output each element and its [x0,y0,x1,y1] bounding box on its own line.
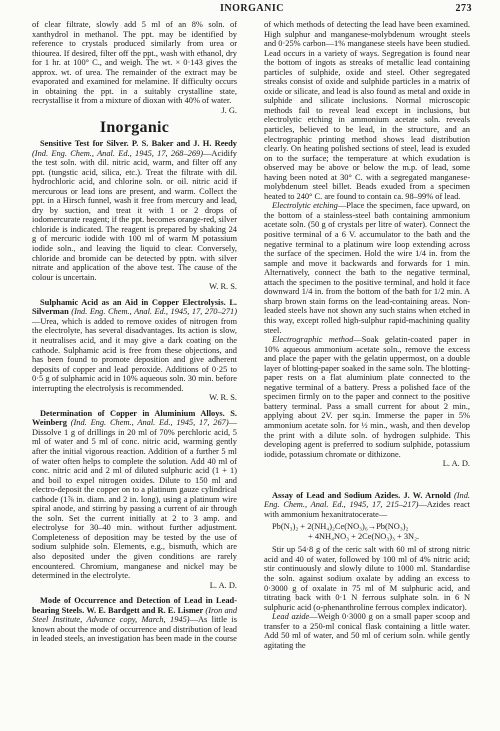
article-lead-steels [32,596,237,644]
section-title: Inorganic [99,119,170,137]
electrolytic-etching-body: —Place the specimen, face upward, on the bottom of a stainless-steel bath containing ammonium acetate soln. (50 g of crystals per litre of water). Connect the positive terminal of a 6 V. accumulator to the bath and the negative terminal to a platinum wire loop extending across the surface of the specimen. Hold the wire 1/4 in. from the sample and move it backwards and forwards for 1 min. Alternatively, connect the bath to the negative terminal, attach the specimen to the positive terminal, and hold it face downward 1/4 in. from the bottom of the bath for 1/2 min. A sharp brown stain forms on the lead-containing areas. Non-leaded steels have not shown any such stains when etched in this way, except rolled high-sulphur rapid-machining quality steel. [264,201,470,335]
page-number: 273 [455,3,472,14]
lead-azide-label: Lead azide [272,612,310,622]
article-azides [264,491,470,520]
article-azides-intro: —Azides react with ammonium hexanitratocerate— [264,500,470,519]
page-header [32,3,472,17]
article-sulphamic-authors: L. Silverman [32,297,237,317]
article-lead-steels-body: —As little is known about the mode of occurrence and distribution of lead in leaded steels, an investigation has been made in the course [32,615,237,644]
electrographic-paragraph [264,335,470,459]
article-copper-title: Determination of Copper in Aluminium Alloys. [40,408,225,418]
article-lead-steels-citation: (Iron and Steel Institute, Advance copy, March, 1945) [32,605,238,625]
intro-signature: J. G. [221,105,237,115]
electrographic-signature: L. A. D. [442,459,470,469]
electrolytic-etching-label: Electrolytic etching [272,201,338,211]
running-title: INORGANIC [220,3,284,14]
article-sulphamic [32,298,237,393]
right-column [264,20,470,650]
article-copper [32,409,237,581]
article-lead-steels-title: Mode of Occurrence and Detection of Lead in Lead-bearing Steels. [32,596,237,615]
article-silver-title: Sensitive Test for Silver. [40,139,129,149]
article-silver-authors: P. S. Baker and J. H. Reedy [131,139,237,149]
article-azides-citation: (Ind. Eng. Chem., Anal. Ed., 1945, 17, 215–217) [264,490,471,510]
article-silver [32,139,237,282]
article-copper-authors: S. Weinberg [32,408,237,428]
lead-azide-paragraph [264,612,470,650]
article-silver-citation: (Ind. Eng. Chem., Anal. Ed., 1945, 17, 268–269) [32,148,204,158]
article-copper-signature: L. A. D. [209,580,237,590]
equation-line-2: + 4NH₄NO₃ + 2Ce(NO₃)₃ + 3N₂. [308,532,420,542]
equation-line-1: Pb(N₃)₂ + 2(NH₄)₂Ce(NO₃)₆→Pb(NO₃)₂ [272,522,409,532]
electrographic-body: —Soak gelatin-coated paper in 10% aqueous ammonium acetate soln., remove the excess and place the paper with the gelatin uppermost, on a double layer of blotting-paper soaked in the same soln. The blotting-paper rests on a flat aluminium plate connected to the negative terminal of a battery. Press a polished face of the specimen firmly on to the paper and connect to the positive battery terminal. Pass a small current for about 2 min., applying about 2V. per sq.in. Immerse the paper in 5% ammonium acetate soln. for ½ min., wash, and then develop the print with a dilute soln. of hydrogen sulphide. This developing agent is preferred to sodium sulphide, potassium iodide, potassium chromate or dithizone. [264,335,470,459]
article-lead-steels-authors: W. E. Bardgett and R. E. Lismer [86,605,204,615]
electrographic-label: Electrographic method [272,335,354,345]
article-copper-body: —Dissolve 1 g of drillings in 20 ml of 70% perchloric acid, 5 ml of water and 5 ml of conc. nitric acid, warming gently after the initial vigorous reaction. Addition of a further 5 ml of water often helps to complete the solution. Add 40 ml of conc. nitric acid and 2 ml of diluted sulphuric acid (1 + 1) and boil to expel nitrogen oxides. Dilute to 150 ml and electro-deposit the copper on to a platinum gauze cylindrical cathode (1⅞ in. diam. and 2 in. long), using a platinum wire spiral anode, and stirring by passing a current of air through the soln. Set the current initially at 2 to 3 amp. and electrolyse for 30–40 min. without further adjustment. Completeness of deposition may be tested by the use of sodium sulphide soln. Elements, e.g., bismuth, which are also deposited under the given conditions are rarely encountered. Chromium, manganese and nickel may be determined in the electrolyte. [32,418,237,581]
article-sulphamic-citation: (Ind. Eng. Chem., Anal. Ed., 1945, 17, 270–271) [71,307,237,317]
article-copper-citation: (Ind. Eng. Chem., Anal. Ed., 1945, 17, 267) [70,418,229,428]
article-sulphamic-body: —Urea, which is added to remove oxides of nitrogen from the electrolyte, has several disadvantages. Its action is slow, it neutralises acid, and it may give a dark coating on the cathode. Sulphamic acid is free from these objections, and has been found to promote deposition and give adherent deposits of copper and lead peroxide. Additions of 0·25 to 0·5 g of sulphamic acid in 10% aqueous soln. 30 min. before interrupting the electrolysis is recommended. [32,316,237,393]
article-azides-body: Stir up 54·8 g of the ceric salt with 60 ml of strong nitric acid and 40 of water, followed by 100 ml of 4% nitric acid; stir continuously and slowly dilute to 1000 ml. Standardise the soln. against sodium oxalate by adding an excess to 0·3000 g of oxalate in 75 ml of M sulphuric acid, and titrating back with 0·1 N ferrous sulphate soln. in 6 N sulphuric acid (o-phenanthroline ferrous complex indicator). [264,545,470,612]
left-column [32,20,237,644]
intro-paragraph: of clear filtrate, slowly add 5 ml of an 8% soln. of xanthydrol in methanol. The ppt. may be identified by reference to crystals produced similarly from urea or thiourea. If desired, filter off the ppt., wash with ethanol, dry for 1 hr. at 100° C., and weigh. The wt. × 0·143 gives the approx. wt. of urea. The remainder of the extract may be evaporated and examined for melamine. If difficulty occurs in obtaining the ppt. in a suitably crystalline state, recrystallise it from a mixture of dioxan with 40% of water. [32,20,237,106]
lead-azide-body: —Weigh 0·3000 g on a small paper scoop and transfer to a 250-ml conical flask containing a little water. Add 50 ml of water, and 50 ml of cerium soln. while gently agitating the [264,612,470,650]
chemical-equation [272,522,470,542]
article-sulphamic-title: Sulphamic Acid as an Aid in Copper Electrolysis. [40,297,226,307]
lead-steels-continued: of which methods of detecting the lead have been examined. High sulphur and manganese-molybdenum wrought steels and 0·25% carbon—1% manganese steels have been studied. Lead occurs in a variety of ways. Segregation is found near the bottom of ingots as streaks of metallic lead containing particles of sulphide, oxide and steel. Other segregated streaks consist of oxide and sulphide particles in a matrix of oxide or silicate, and lead is also found as metal and oxide in sulphide and silicate inclusions. Normal microscopic methods fail to reveal lead except in inclusions, but electrolytic etching in ammonium acetate soln. reveals particles, believed to be lead, in the structure, and an electrographic printing method shows lead distribution clearly. On heating polished sections of steel, lead is exuded on to the surface; the temperature at which exudation is observed may be above or below the m.p. of lead, some having been noted at 30° C. with a segregated manganese-molybdenum steel billet. Beads exuded from a specimen heated to 240° C. are found to contain ca. 98–99% of lead. [264,20,470,201]
electrolytic-etching-paragraph [264,201,470,335]
article-azides-authors: J. W. Arnold [403,490,451,500]
article-silver-body: —Acidify the test soln. with dil. nitric acid, warm, and filter off any ppt. (tungstic acid, silica, etc.). Treat the filtrate with dil. hydrochloric acid, and chlorine soln. or oil. nitric acid if mercurous or lead ions are present, and warm. Collect the ppt. in a Hirsch funnel, wash it free from mercury and lead, dry by suction, and treat it with 1 or 2 drops of iodomercurate reagent; if the ppt. becomes orange-red, silver chloride is indicated. The reagent is prepared by shaking 24 g of mercuric iodide with 100 ml of warm M potassium iodide soln., and leaving the liquid to clear. Conversely, chloride and bromide can be detected by pptn. with silver nitrate and application of the above test. The cause of the colour is uncertain. [32,148,237,282]
article-azides-title: Assay of Lead and Sodium Azides. [272,490,401,500]
article-sulphamic-signature: W. R. S. [209,393,237,403]
article-silver-signature: W. R. S. [209,282,237,292]
